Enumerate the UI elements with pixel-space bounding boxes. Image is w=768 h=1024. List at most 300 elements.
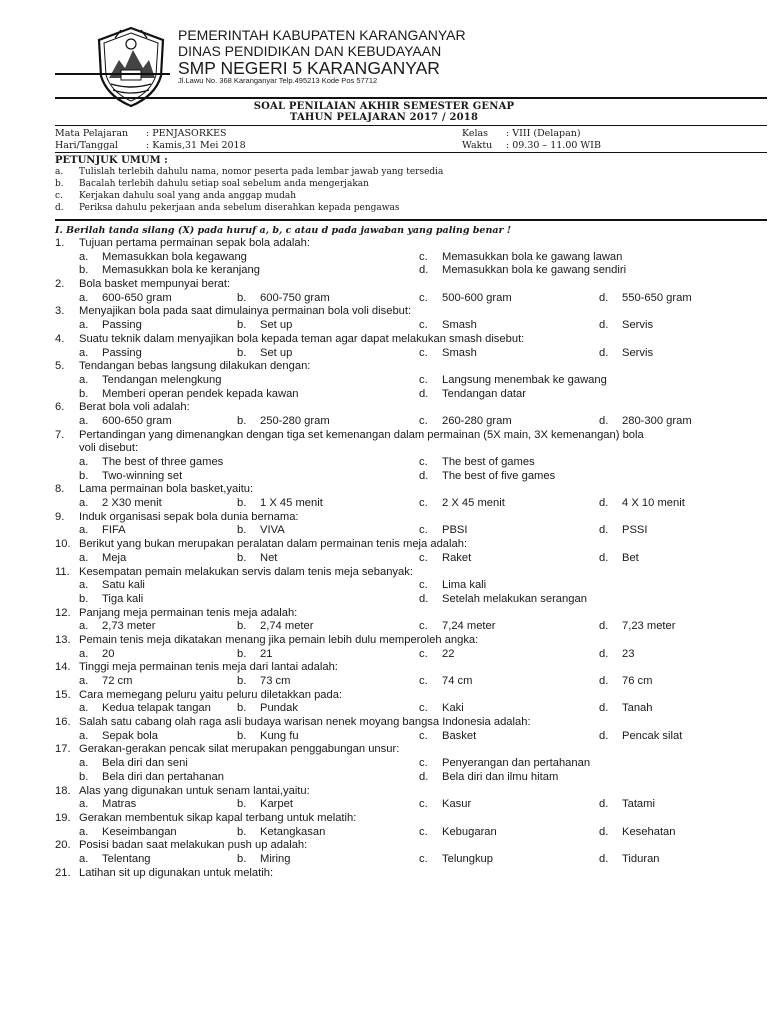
question-row: [55, 401, 767, 415]
option-text: Telungkup: [442, 852, 494, 865]
option-text: Meja: [102, 551, 127, 564]
question-row: [55, 716, 767, 730]
option-letter: c.: [419, 250, 428, 263]
option-text: Kung fu: [260, 729, 299, 742]
question-text: Tujuan pertama permainan sepak bola adalah:: [79, 237, 310, 249]
answer-option: [79, 347, 142, 361]
question-row: [55, 360, 767, 374]
option-text: 2,73 meter: [102, 620, 156, 633]
question-number: 11.: [55, 565, 70, 578]
answer-option: [237, 730, 299, 744]
answer-option: [419, 552, 471, 566]
answer-option: [79, 552, 126, 566]
question-text: Pertandingan yang dimenangkan dengan tiga set kemenangan dalam permainan (5X main, 3X kemenangan) bola: [79, 428, 644, 441]
option-text: 2 X 45 menit: [442, 497, 505, 510]
answer-option: [419, 826, 497, 840]
option-letter: d.: [419, 592, 429, 605]
option-letter: b.: [79, 592, 89, 605]
letterhead-divider: [55, 97, 767, 99]
answer-option: [419, 292, 512, 306]
question-text: Posisi badan saat melakukan push up adalah:: [79, 839, 308, 852]
question-row-continued: [55, 442, 767, 456]
class-value: : VIII (Delapan): [506, 128, 581, 139]
answer-option: [237, 853, 290, 867]
option-letter: a.: [79, 620, 89, 633]
answer-option: [79, 319, 142, 333]
question-text: Salah satu cabang olah raga asli budaya warisan nenek moyang bangsa Indonesia adalah:: [79, 716, 531, 729]
answer-option: [79, 388, 299, 402]
question-text: Bola basket mempunyai berat:: [79, 278, 231, 291]
option-letter: b.: [237, 647, 247, 660]
answer-option: [599, 702, 652, 716]
option-letter: b.: [237, 798, 247, 811]
answer-option: [79, 470, 182, 484]
options-row: [55, 497, 767, 511]
answer-option: [79, 620, 155, 634]
option-letter: b.: [237, 729, 247, 742]
question-row: [55, 661, 767, 675]
answer-option: [79, 593, 143, 607]
option-letter: d.: [599, 291, 609, 304]
question-number: 5.: [55, 360, 65, 373]
option-letter: d.: [599, 647, 609, 660]
option-text: Kaki: [442, 702, 464, 715]
question-text: Tinggi meja permainan tenis meja dari lantai adalah:: [79, 661, 338, 674]
option-text: Ketangkasan: [260, 825, 326, 838]
question-number: 12.: [55, 606, 71, 619]
options-row: [55, 620, 767, 634]
option-letter: c.: [419, 346, 428, 359]
option-text: Penyerangan dan pertahanan: [442, 757, 591, 770]
answer-option: [419, 757, 590, 771]
option-letter: b.: [237, 825, 247, 838]
answer-option: [419, 251, 622, 265]
option-text: Pencak silat: [622, 729, 683, 742]
options-row: [55, 347, 767, 361]
answer-option: [237, 319, 292, 333]
time-value: : 09.30 – 11.00 WIB: [506, 140, 601, 151]
option-text: Tanah: [622, 702, 653, 715]
answer-option: [237, 524, 285, 538]
letterhead-government: PEMERINTAH KABUPATEN KARANGANYAR: [178, 27, 466, 43]
option-text: Passing: [102, 319, 142, 332]
answer-option: [599, 648, 634, 662]
question-text: voli disebut:: [79, 442, 139, 455]
instruction-item: b. Bacalah terlebih dahulu setiap soal sebelum anda mengerjakan: [55, 179, 369, 189]
option-letter: c.: [419, 456, 428, 468]
option-text: 76 cm: [622, 675, 653, 687]
option-text: VIVA: [260, 524, 285, 537]
option-letter: a.: [79, 579, 89, 592]
answer-option: [79, 771, 224, 785]
answer-option: [419, 648, 454, 662]
question-text: Alas yang digunakan untuk senam lantai,yaitu:: [79, 784, 310, 797]
option-letter: b.: [79, 770, 89, 783]
option-letter: d.: [599, 729, 609, 742]
option-text: Tiga kali: [102, 592, 144, 605]
options-row: [55, 470, 767, 484]
options-row: [55, 675, 767, 689]
option-letter: d.: [599, 551, 609, 564]
question-text: Berat bola voli adalah:: [79, 401, 190, 414]
options-row: [55, 853, 767, 867]
option-text: 260-280 gram: [442, 414, 512, 427]
option-letter: c.: [419, 291, 428, 304]
exam-year: TAHUN PELAJARAN 2017 / 2018: [289, 112, 479, 123]
option-letter: b.: [237, 675, 247, 687]
option-text: 2,74 meter: [260, 620, 314, 633]
option-text: Memasukkan bola ke keranjang: [102, 264, 260, 277]
option-letter: a.: [79, 852, 89, 865]
question-number: 19.: [55, 811, 71, 824]
answer-option: [79, 648, 114, 662]
option-text: 7,23 meter: [622, 620, 676, 633]
instruction-item: a. Tulislah terlebih dahulu nama, nomor peserta pada lembar jawab yang tersedia: [55, 167, 444, 177]
time-label: Waktu: [462, 140, 493, 151]
question-number: 6.: [55, 401, 65, 414]
question-row: [55, 689, 767, 703]
answer-option: [599, 524, 648, 538]
option-text: Tiduran: [622, 852, 660, 865]
option-letter: c.: [419, 319, 428, 332]
option-letter: b.: [237, 551, 247, 564]
question-text: Cara memegang peluru yaitu peluru diletakkan pada:: [79, 688, 343, 701]
option-text: PBSI: [442, 524, 468, 537]
option-letter: c.: [419, 798, 428, 811]
question-number: 4.: [55, 332, 65, 345]
answer-option: [79, 798, 136, 812]
question-number: 8.: [55, 483, 65, 496]
question-row: [55, 634, 767, 648]
question-text: Gerakan-gerakan pencak silat merupakan penggabungan unsur:: [79, 743, 400, 756]
subject-label: Mata Pelajaran: [55, 128, 129, 139]
option-letter: c.: [419, 729, 428, 742]
question-number: 14.: [55, 661, 71, 674]
option-text: Miring: [260, 852, 291, 865]
option-text: 74 cm: [442, 675, 473, 687]
answer-option: [237, 620, 313, 634]
answer-option: [79, 853, 151, 867]
option-letter: b.: [237, 497, 247, 510]
question-text: Latihan sit up digunakan untuk melatih:: [79, 866, 274, 879]
instructions-divider: [55, 219, 767, 221]
option-text: Set up: [260, 319, 293, 332]
letterhead-school-name: SMP NEGERI 5 KARANGANYAR: [178, 58, 440, 78]
question-row: [55, 743, 767, 757]
option-text: 1 X 45 menit: [260, 497, 323, 510]
options-row: [55, 730, 767, 744]
question-text: Menyajikan bola pada saat dimulainya permainan bola voli disebut:: [79, 305, 412, 318]
answer-option: [599, 620, 675, 634]
option-letter: d.: [599, 702, 609, 715]
option-letter: c.: [419, 647, 428, 660]
option-text: 7,24 meter: [442, 620, 496, 633]
question-text: Kesempatan pemain melakukan servis dalam tenis meja sebanyak:: [79, 565, 413, 578]
option-letter: d.: [419, 264, 429, 277]
option-text: Langsung menembak ke gawang: [442, 373, 607, 386]
option-letter: c.: [419, 702, 428, 715]
exam-title: SOAL PENILAIAN AKHIR SEMESTER GENAP: [253, 101, 515, 112]
option-text: Kesehatan: [622, 825, 676, 838]
answer-option: [237, 675, 290, 689]
question-text: Pemain tenis meja dikatakan menang jika pemain lebih dulu memperoleh angka:: [79, 633, 479, 646]
option-text: 600-750 gram: [260, 291, 330, 304]
answer-option: [419, 771, 558, 785]
answer-option: [419, 388, 526, 402]
option-text: Keseimbangan: [102, 825, 177, 838]
option-text: Memasukkan bola kegawang: [102, 250, 247, 263]
option-letter: c.: [419, 757, 428, 770]
answer-option: [419, 798, 471, 812]
meta-divider: [55, 152, 767, 153]
question-number: 17.: [55, 743, 71, 756]
answer-option: [79, 456, 223, 470]
option-text: Kebugaran: [442, 825, 497, 838]
options-row: [55, 456, 767, 470]
option-letter: a.: [79, 373, 89, 386]
answer-option: [599, 347, 653, 361]
question-number: 1.: [55, 237, 65, 249]
answer-option: [237, 292, 330, 306]
answer-option: [79, 730, 158, 744]
option-text: The best of games: [442, 456, 535, 468]
answer-option: [419, 264, 626, 278]
option-text: Satu kali: [102, 579, 145, 592]
answer-option: [419, 456, 535, 470]
option-text: Passing: [102, 346, 142, 359]
option-text: Karpet: [260, 798, 293, 811]
option-letter: a.: [79, 702, 89, 715]
option-letter: b.: [79, 387, 89, 400]
answer-option: [419, 524, 468, 538]
option-text: Matras: [102, 798, 137, 811]
option-text: Kasur: [442, 798, 472, 811]
option-letter: a.: [79, 675, 89, 687]
option-text: 23: [622, 647, 635, 660]
question-number: 21.: [55, 866, 71, 879]
option-text: Memberi operan pendek kepada kawan: [102, 387, 299, 400]
answer-option: [237, 826, 325, 840]
option-text: Bet: [622, 551, 639, 564]
option-text: Servis: [622, 319, 654, 332]
option-letter: b.: [237, 346, 247, 359]
option-letter: b.: [237, 524, 247, 537]
question-number: 3.: [55, 305, 65, 318]
option-text: Setelah melakukan serangan: [442, 592, 587, 605]
answer-option: [237, 552, 277, 566]
answer-option: [237, 497, 323, 511]
question-row: [55, 566, 767, 580]
option-letter: d.: [419, 387, 429, 400]
option-letter: d.: [419, 770, 429, 783]
option-text: 600-650 gram: [102, 291, 172, 304]
question-text: Berikut yang bukan merupakan peralatan dalam permainan tenis meja adalah:: [79, 538, 468, 551]
option-text: Basket: [442, 729, 477, 742]
answer-option: [599, 415, 692, 429]
answer-option: [419, 853, 493, 867]
option-letter: c.: [419, 852, 428, 865]
answer-option: [419, 415, 512, 429]
option-letter: d.: [599, 524, 609, 537]
answer-option: [79, 415, 172, 429]
option-text: Smash: [442, 319, 477, 332]
answer-option: [237, 415, 330, 429]
option-text: 73 cm: [260, 675, 291, 687]
option-letter: d.: [599, 675, 609, 687]
question-text: Panjang meja permainan tenis meja adalah:: [79, 606, 298, 619]
answer-option: [599, 826, 676, 840]
option-letter: b.: [79, 469, 89, 482]
question-row: [55, 429, 767, 443]
option-text: FIFA: [102, 524, 126, 537]
options-row: [55, 648, 767, 662]
option-text: The best of five games: [442, 469, 556, 482]
answer-option: [419, 702, 464, 716]
answer-option: [237, 347, 292, 361]
option-text: Telentang: [102, 852, 151, 865]
option-text: 250-280 gram: [260, 414, 330, 427]
options-row: [55, 826, 767, 840]
question-number: 18.: [55, 784, 71, 797]
answer-option: [237, 648, 272, 662]
question-number: 15.: [55, 688, 71, 701]
question-list: [55, 237, 767, 880]
option-text: PSSI: [622, 524, 648, 537]
section-instruction: I. Berilah tanda silang (X) pada huruf a, b, c atau d pada jawaban yang paling benar !: [55, 225, 512, 236]
answer-option: [79, 757, 188, 771]
options-row: [55, 292, 767, 306]
option-text: 4 X 10 menit: [622, 497, 685, 510]
option-letter: d.: [419, 469, 429, 482]
option-letter: c.: [419, 825, 428, 838]
question-text: Tendangan bebas langsung dilakukan dengan:: [79, 360, 311, 373]
option-letter: a.: [79, 647, 89, 660]
question-row: [55, 483, 767, 497]
options-row: [55, 524, 767, 538]
option-letter: d.: [599, 346, 609, 359]
option-text: The best of three games: [102, 456, 224, 468]
options-row: [55, 798, 767, 812]
option-letter: c.: [419, 675, 428, 687]
options-row: [55, 251, 767, 265]
option-letter: b.: [237, 702, 247, 715]
question-number: 7.: [55, 428, 65, 441]
option-letter: c.: [419, 373, 428, 386]
option-text: 550-650 gram: [622, 291, 692, 304]
option-letter: c.: [419, 579, 428, 592]
question-number: 2.: [55, 278, 65, 291]
instruction-item: d. Periksa dahulu pekerjaan anda sebelum diserahkan kepada pengawas: [55, 203, 400, 213]
option-text: Sepak bola: [102, 729, 158, 742]
options-row: [55, 771, 767, 785]
question-row: [55, 305, 767, 319]
answer-option: [79, 292, 172, 306]
option-letter: a.: [79, 319, 89, 332]
option-text: Tendangan melengkung: [102, 373, 222, 386]
option-letter: a.: [79, 551, 89, 564]
option-letter: d.: [599, 852, 609, 865]
answer-option: [599, 292, 692, 306]
option-text: 600-650 gram: [102, 414, 172, 427]
option-text: Smash: [442, 346, 477, 359]
option-text: 22: [442, 647, 455, 660]
instruction-item: c. Kerjakan dahulu soal yang anda anggap mudah: [55, 191, 297, 201]
options-row: [55, 579, 767, 593]
answer-option: [79, 251, 247, 265]
date-value: : Kamis,31 Mei 2018: [146, 140, 246, 151]
option-text: Memasukkan bola ke gawang lawan: [442, 250, 623, 263]
answer-option: [79, 524, 126, 538]
option-letter: a.: [79, 497, 89, 510]
option-letter: a.: [79, 291, 89, 304]
question-row: [55, 237, 767, 251]
option-text: 280-300 gram: [622, 414, 692, 427]
answer-option: [79, 374, 221, 388]
question-row: [55, 278, 767, 292]
answer-option: [599, 319, 653, 333]
option-text: Bela diri dan ilmu hitam: [442, 770, 559, 783]
question-number: 9.: [55, 510, 65, 523]
answer-option: [419, 579, 486, 593]
option-text: 72 cm: [102, 675, 133, 687]
answer-option: [419, 593, 587, 607]
answer-option: [79, 702, 211, 716]
question-text: Induk organisasi sepak bola dunia bernama:: [79, 510, 299, 523]
answer-option: [599, 497, 685, 511]
answer-option: [237, 702, 298, 716]
option-letter: b.: [79, 264, 89, 277]
option-letter: c.: [419, 551, 428, 564]
subject-value: : PENJASORKES: [146, 128, 227, 139]
answer-option: [419, 497, 505, 511]
option-text: 500-600 gram: [442, 291, 512, 304]
option-text: Bela diri dan pertahanan: [102, 770, 224, 783]
option-text: 21: [260, 647, 273, 660]
question-number: 20.: [55, 839, 71, 852]
option-text: Kedua telapak tangan: [102, 702, 211, 715]
option-text: Lima kali: [442, 579, 487, 592]
option-letter: a.: [79, 798, 89, 811]
question-row: [55, 867, 767, 881]
options-row: [55, 757, 767, 771]
option-letter: c.: [419, 620, 428, 633]
option-text: Memasukkan bola ke gawang sendiri: [442, 264, 627, 277]
options-row: [55, 552, 767, 566]
answer-option: [419, 620, 495, 634]
option-letter: d.: [599, 825, 609, 838]
option-letter: b.: [237, 319, 247, 332]
option-letter: a.: [79, 346, 89, 359]
option-text: Net: [260, 551, 278, 564]
option-letter: d.: [599, 798, 609, 811]
question-row: [55, 812, 767, 826]
options-row: [55, 702, 767, 716]
option-text: Tendangan datar: [442, 387, 526, 400]
instructions-title: PETUNJUK UMUM :: [55, 155, 168, 166]
letterhead-rule-left: [55, 73, 170, 75]
regency-crest-icon: [95, 26, 167, 108]
answer-option: [79, 826, 177, 840]
answer-option: [237, 798, 293, 812]
option-letter: c.: [419, 524, 428, 537]
answer-option: [419, 675, 472, 689]
answer-option: [419, 730, 476, 744]
answer-option: [79, 675, 132, 689]
answer-option: [599, 552, 639, 566]
option-letter: d.: [599, 497, 609, 510]
option-text: Two-winning set: [102, 469, 183, 482]
answer-option: [79, 579, 145, 593]
